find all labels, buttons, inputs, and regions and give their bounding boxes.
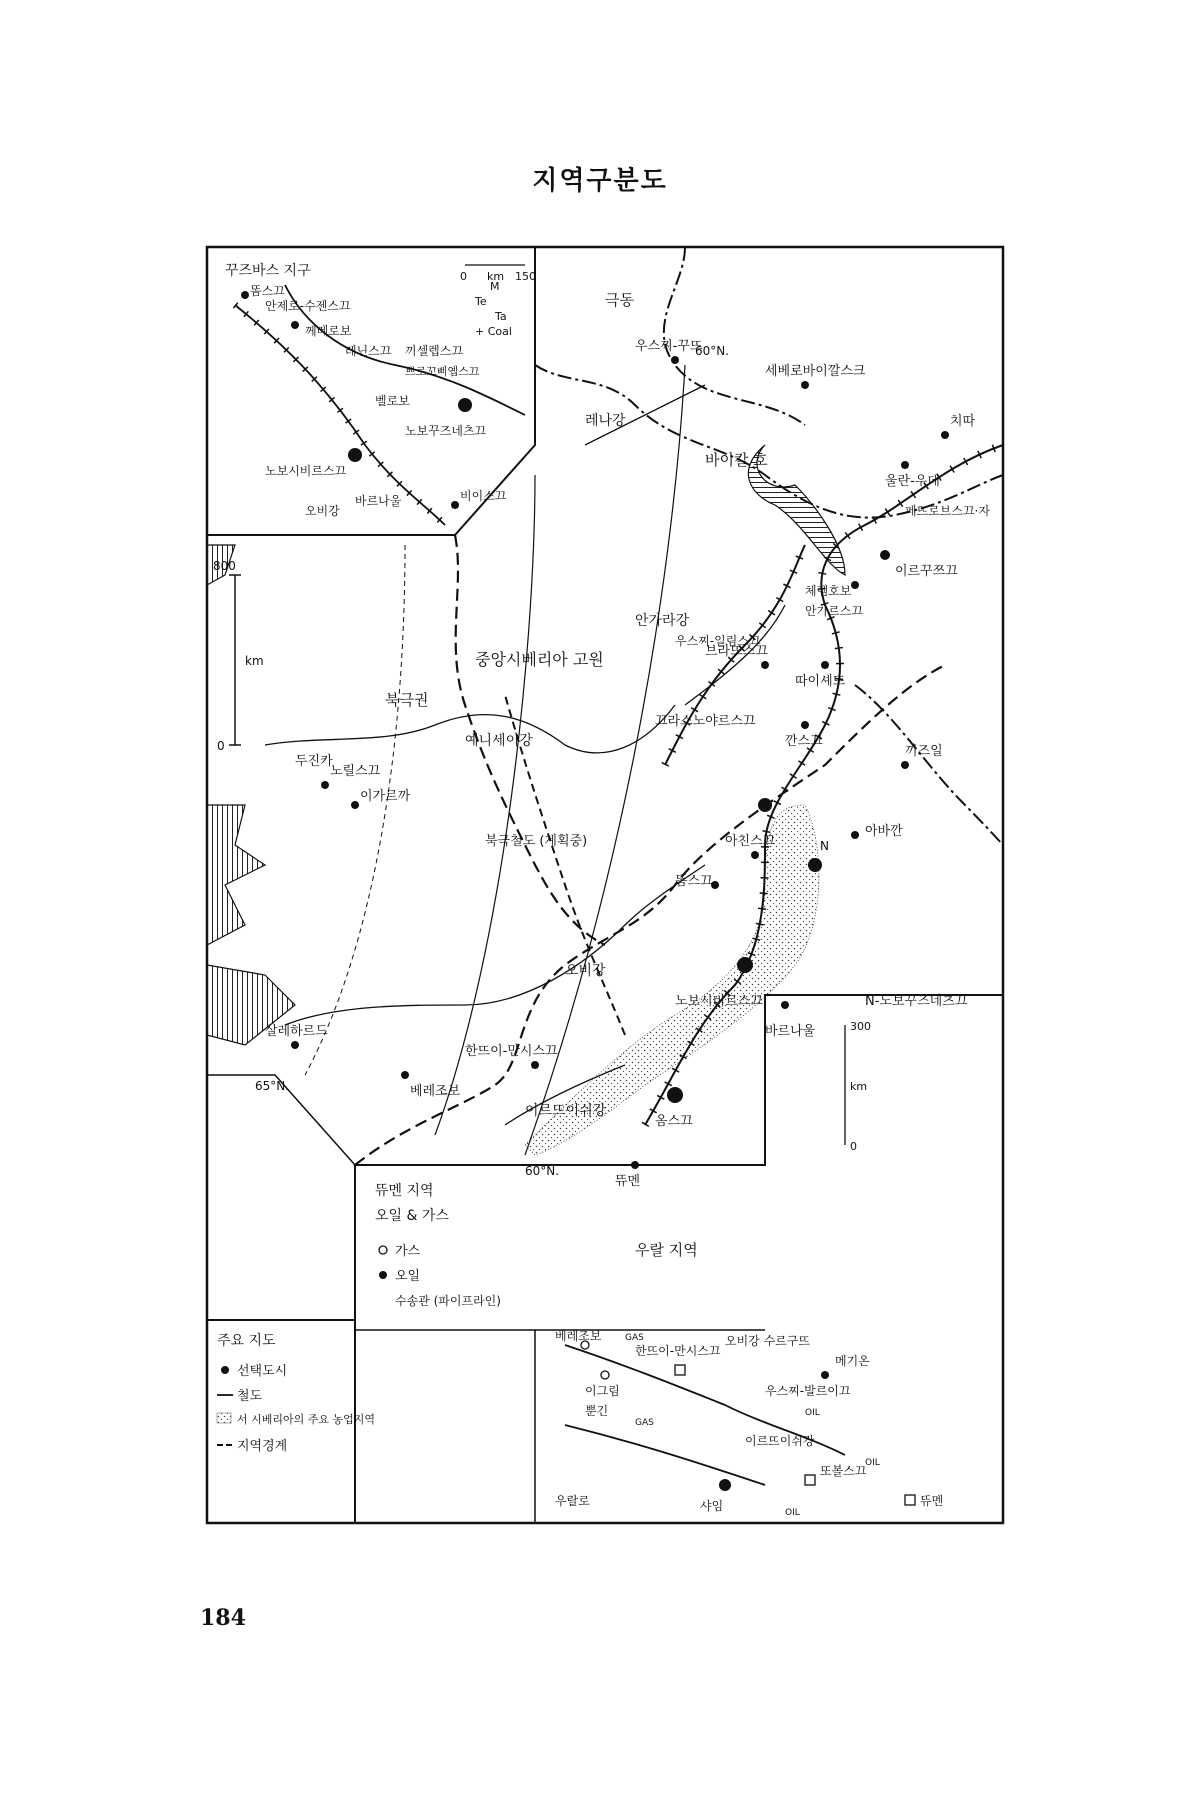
kuzbass-dot-kemerovo xyxy=(291,321,299,329)
legend-rail: 철도 xyxy=(237,1389,263,1404)
label-achinsk: 아친스끄 xyxy=(725,834,776,849)
lat-60-top: 60°N. xyxy=(695,344,730,358)
og-scale-zero: 0 xyxy=(850,1140,857,1153)
og-megion: 메기온 xyxy=(835,1354,870,1368)
page-number: 184 xyxy=(200,1605,246,1631)
k-novokuznetsk: 노보꾸즈네츠끄 xyxy=(405,424,487,438)
label-berezovo: 베레조보 xyxy=(410,1084,461,1099)
og-punga: 뿐긴 xyxy=(585,1404,609,1418)
city-dot-irkutsk xyxy=(880,550,890,560)
city-dot-nk xyxy=(808,858,822,872)
og-shaim: 샤임 xyxy=(700,1499,724,1513)
river-lena: 레나강 xyxy=(585,413,626,429)
kuzbass-title: 꾸즈바스 지구 xyxy=(225,263,311,279)
og-oil2: OIL xyxy=(865,1458,880,1468)
city-dot-ulan-ude xyxy=(901,461,909,469)
label-petrovsk: 페뜨로브스끄·자 xyxy=(905,504,990,518)
lat-60-bottom: 60°N. xyxy=(525,1164,560,1178)
og-legend-gas-mark xyxy=(379,1246,387,1254)
region-baikal: 바이칼 호 xyxy=(705,451,768,469)
river-angara: 안가라강 xyxy=(635,613,690,629)
kuzbass-dot-tomsk xyxy=(241,291,249,299)
rail-north-label: 북극철도 (계획중) xyxy=(485,834,588,849)
city-dot-bratsk xyxy=(761,661,769,669)
city-dots xyxy=(291,356,949,1169)
k-tomsk: 똠스끄 xyxy=(250,284,285,298)
label-ust-ilimsk: 우스찌-일림스끄 xyxy=(675,634,761,648)
city-dot-novosibirsk xyxy=(737,957,753,973)
city-dot-taishet xyxy=(821,661,829,669)
lat-arc-60 xyxy=(435,475,535,1135)
label-kansk: 깐스끄 xyxy=(785,734,823,749)
label-barnaul: 바르나울 xyxy=(765,1024,816,1039)
og-khanty: 한뜨이-만시스끄 xyxy=(635,1344,721,1358)
city-dot-ussuri xyxy=(671,356,679,364)
legend-city-mark xyxy=(221,1366,229,1374)
label-cheremkhovo: 체렘호보 xyxy=(805,584,852,598)
og-berezovo: 베레조보 xyxy=(555,1329,602,1343)
og-box-tyumen xyxy=(905,1495,915,1505)
label-omsk: 옴스끄 xyxy=(655,1114,693,1129)
k-kemerovo: 께메로보 xyxy=(305,324,352,338)
kuzbass-dot-biysk xyxy=(451,501,459,509)
label-norilsk: 노릴스끄 xyxy=(330,764,381,779)
og-oil1: OIL xyxy=(805,1408,820,1418)
city-dot-omsk xyxy=(667,1087,683,1103)
label-ulan-ude: 울란-우데 xyxy=(885,474,940,489)
og-subtitle: 오일 & 가스 xyxy=(375,1208,449,1224)
city-dot-khanty xyxy=(531,1061,539,1069)
city-dot-salekhard xyxy=(291,1041,299,1049)
region-arctic: 북극권 xyxy=(385,691,429,709)
city-dot-kyzyl xyxy=(901,761,909,769)
og-oil3: OIL xyxy=(785,1508,800,1518)
main-legend xyxy=(217,1332,375,1454)
k-scale-zero: 0 xyxy=(460,270,467,283)
og-igrim: 이그림 xyxy=(585,1384,620,1398)
region-boundary-4 xyxy=(664,247,805,425)
og-dot-shaim xyxy=(719,1479,731,1491)
label-salekhard: 살레하르드 xyxy=(265,1024,328,1039)
og-dot-megion xyxy=(821,1371,829,1379)
label-kyzyl: 끼즈일 xyxy=(905,744,943,759)
lat-65: 65°N. xyxy=(255,1079,290,1093)
rotated-map-figure xyxy=(205,245,1005,1525)
label-chita: 치따 xyxy=(950,414,976,429)
city-dot-severobaikalsk xyxy=(801,381,809,389)
k-coal: + Coal xyxy=(475,325,512,338)
city-dot-achinsk xyxy=(751,851,759,859)
legend-boundary: 지역경계 xyxy=(237,1439,288,1454)
og-box-tobolsk xyxy=(805,1475,815,1485)
city-dot-barnaul xyxy=(781,1001,789,1009)
region-ural: 우랄 지역 xyxy=(635,1241,698,1259)
legend-agri: 서 시베리아의 주요 농업지역 xyxy=(237,1413,376,1426)
map-svg xyxy=(205,245,1005,1525)
ob-river xyxy=(285,865,705,1025)
og-scale-max: 300 xyxy=(850,1020,871,1033)
og-dot-igrim xyxy=(601,1371,609,1379)
city-dot-krasnoyarsk xyxy=(758,798,772,812)
region-central: 중앙시베리아 고원 xyxy=(475,650,604,669)
k-ta: Ta xyxy=(495,310,507,323)
city-dot-berezovo xyxy=(401,1071,409,1079)
city-dot-kansk xyxy=(801,721,809,729)
city-dot-norilsk xyxy=(321,781,329,789)
label-angarsk: 안가르스끄 xyxy=(805,604,863,618)
label-dudinka: 두진카 xyxy=(295,754,333,769)
og-tyumen: 뜌멘 xyxy=(920,1494,944,1508)
k-prokopyevsk: 쁘로꼬삐옙스끄 xyxy=(405,365,480,378)
k-anzhero: 안제로-수젠스끄 xyxy=(265,299,351,313)
main-scale-zero: 0 xyxy=(217,739,225,753)
label-severobaikalsk: 세베로바이깔스크 xyxy=(765,364,866,379)
kuzbass-dot-novokuznetsk xyxy=(458,398,472,412)
city-dot-igarka xyxy=(351,801,359,809)
k-barnaul: 바르나울 xyxy=(355,494,402,508)
og-tobolsk: 또볼스끄 xyxy=(820,1464,867,1478)
label-khanty: 한뜨이-만시스끄 xyxy=(465,1044,558,1059)
og-legend-pipeline: 수송관 (파이프라인) xyxy=(395,1294,501,1308)
city-dot-angarsk xyxy=(851,581,859,589)
og-ust-balyk: 우스찌-발르이끄 xyxy=(765,1384,851,1398)
k-m: M xyxy=(490,280,500,293)
k-scale-max: 150 xyxy=(515,270,536,283)
city-dot-tyumen xyxy=(631,1161,639,1169)
kuzbass-rail-ties xyxy=(235,305,445,525)
city-dot-abakan xyxy=(851,831,859,839)
og-legend-oil: 오일 xyxy=(395,1269,421,1284)
og-irtysh: 이르뜨이쉬강 xyxy=(745,1434,815,1448)
label-novosibirsk: 노보시비르스끄 xyxy=(675,994,763,1009)
legend-city: 선택도시 xyxy=(237,1364,288,1379)
og-pipeline-2 xyxy=(565,1425,765,1485)
label-ussuri: 우스찌-꾸뜨 xyxy=(635,339,703,354)
label-irkutsk: 이르꾸쯔끄 xyxy=(895,564,958,579)
label-n: N xyxy=(820,839,829,853)
og-ob-surgut: 오비강 수르구뜨 xyxy=(725,1334,810,1348)
river-yenisei: 예니세이강 xyxy=(465,733,533,749)
page-title: 지역구분도 xyxy=(532,166,668,196)
k-ob: 오비강 xyxy=(305,504,340,518)
k-kiselevsk: 끼셀렙스끄 xyxy=(405,344,463,358)
river-irtysh: 이르뜨이쉬강 xyxy=(525,1103,607,1119)
label-bratsk: 브라뜨스끄 xyxy=(705,644,768,659)
kuzbass-dot-novosibirsk xyxy=(348,448,362,462)
label-tomsk: 똠스끄 xyxy=(675,874,713,889)
city-dot-chita xyxy=(941,431,949,439)
arctic-coast xyxy=(207,805,265,945)
og-gas2: GAS xyxy=(635,1418,654,1428)
k-novosibirsk: 노보시비르스끄 xyxy=(265,464,347,478)
label-krasnoyarsk: 끄라스노야르스끄 xyxy=(655,714,756,729)
k-scale-unit: km xyxy=(487,270,505,283)
label-taishet: 따이셰뜨 xyxy=(795,674,846,689)
kuzbass-inset xyxy=(225,262,536,525)
og-legend-oil-mark xyxy=(379,1271,387,1279)
og-ural: 우랄로 xyxy=(555,1494,590,1508)
region-boundary-5 xyxy=(855,685,1003,845)
main-scale-max: 800 xyxy=(213,559,236,573)
label-igarka: 이가르까 xyxy=(360,789,411,804)
main-scale-unit: km xyxy=(245,654,264,668)
label-abakan: 아바깐 xyxy=(865,824,903,839)
legend-title: 주요 지도 xyxy=(217,1333,276,1349)
k-belovo: 벨로보 xyxy=(375,394,410,408)
k-te: Te xyxy=(475,295,487,308)
label-tyumen: 뜌멘 xyxy=(615,1174,641,1189)
label-nk: N-노보꾸즈네츠끄 xyxy=(865,994,968,1009)
og-box-khanty xyxy=(675,1365,685,1375)
k-biysk: 비이스끄 xyxy=(460,489,507,503)
river-ob: 오비강 xyxy=(565,963,606,979)
region-east: 극동 xyxy=(605,291,634,309)
main-scale xyxy=(213,559,264,753)
kuzbass-rail xyxy=(235,305,445,525)
k-leninsk: 레닌스끄 xyxy=(345,344,392,358)
og-scale-unit: km xyxy=(850,1080,868,1093)
og-title: 뜌멘 지역 xyxy=(375,1183,434,1199)
og-gas1: GAS xyxy=(625,1333,644,1343)
legend-agri-mark xyxy=(217,1413,231,1423)
og-legend-gas: 가스 xyxy=(395,1244,421,1259)
arctic-circle xyxy=(305,545,405,1075)
